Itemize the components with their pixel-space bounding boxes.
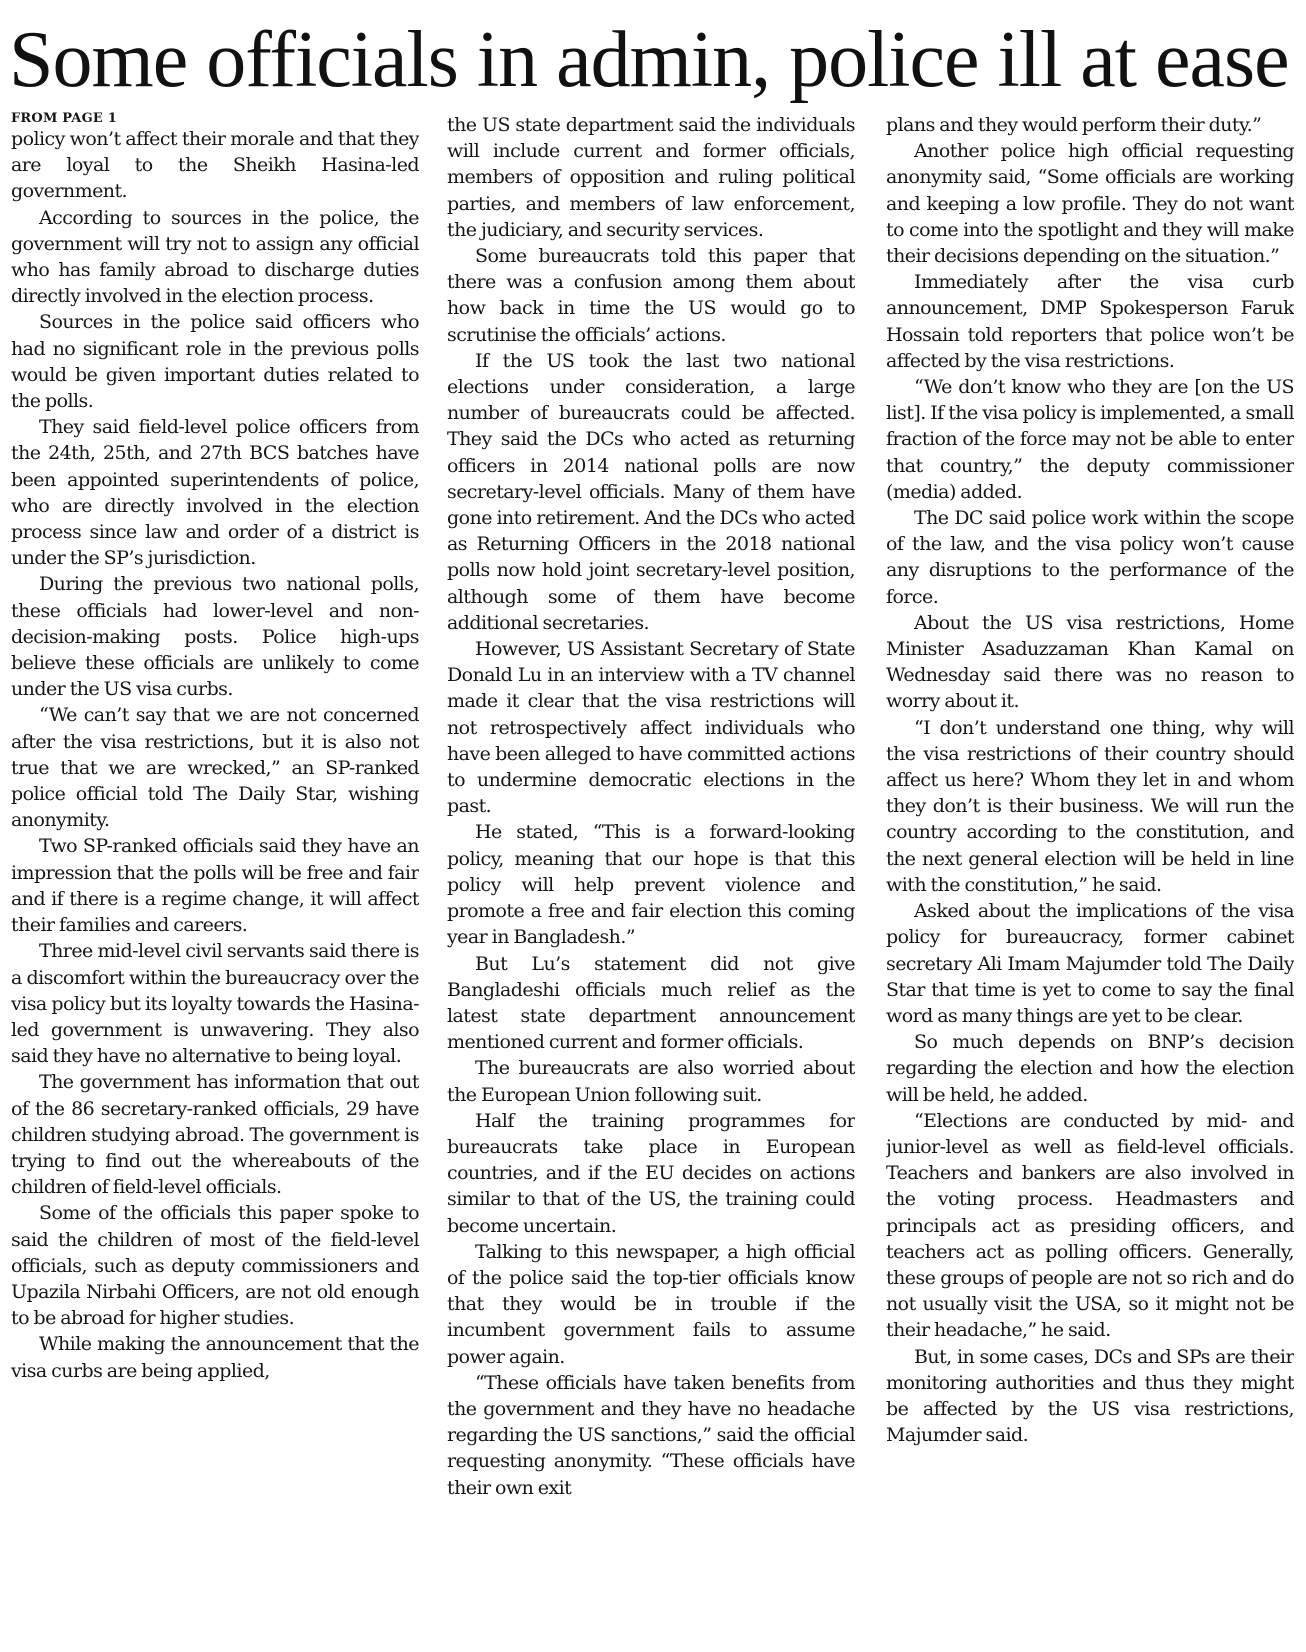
paragraph: “We don’t know who they are [on the US list]. If the visa policy is implemented, a small fraction of the force may not be able to enter that country,” the deputy commissioner (media) added. (886, 376, 1294, 503)
paragraph: Another police high official requesting anonymity said, “Some officials are working and keeping a low profile. They do not want to come into the spotlight and they will make their decisions depending on the situation.” (886, 140, 1294, 268)
article-column-2 (447, 112, 855, 1648)
paragraph: Immediately after the visa curb announcement, DMP Spokesperson Faruk Hossain told reporters that police won’t be affected by the visa restrictions. (886, 271, 1294, 372)
paragraph: “I don’t understand one thing, why will the visa restrictions of their country should affect us here? Whom they let in and whom they don’t is their business. We will run the country according to the constitution, and the next general election will be held in line with the constitution,” he said. (886, 716, 1294, 896)
headline: Some officials in admin, police ill at ease (9, 16, 1289, 104)
paragraph: But Lu’s statement did not give Bangladeshi officials much relief as the latest state department announcement mentioned current and former officials. (447, 952, 855, 1054)
paragraph: plans and they would perform their duty.” (886, 114, 1262, 136)
paragraph: “Elections are conducted by mid- and junior-level as well as field-level officials. Teachers and bankers are also involved in the voting process. Headmasters and principals act as presiding officers, and teachers act as polling officers. Generally, these groups of people are not so rich and do not usually visit the USA, so it might not be their headache,” he said. (886, 1109, 1294, 1342)
paragraph: But, in some cases, DCs and SPs are their monitoring authorities and thus they might be affected by the US visa restrictions, Majumder said. (886, 1345, 1294, 1447)
paragraph: During the previous two national polls, these officials had lower-level and non-decision-making posts. Police high-ups believe these officials are unlikely to come under the US visa curbs. (11, 573, 419, 701)
paragraph: About the US visa restrictions, Home Minister Asaduzzaman Khan Kamal on Wednesday said there was no reason to worry about it. (886, 611, 1294, 713)
paragraph: While making the announcement that the visa curbs are being applied, (11, 1333, 419, 1382)
paragraph: Talking to this newspaper, a high official of the police said the top-tier officials know that they would be in trouble if the incumbent government fails to assume power again. (447, 1240, 855, 1368)
paragraph: Some bureaucrats told this paper that there was a confusion among them about how back in time the US would go to scrutinise the officials’ actions. (447, 245, 855, 346)
paragraph: Sources in the police said officers who had no significant role in the previous polls would be given important duties related to the polls. (11, 311, 419, 413)
paragraph: “These officials have taken benefits from the government and they have no headache regarding the US sanctions,” said the official requesting anonymity. “These officials have their own exit (447, 1371, 855, 1499)
paragraph: The government has information that out of the 86 secretary-ranked officials, 29 have children studying abroad. The government is trying to find out the whereabouts of the children of field-level officials. (11, 1071, 419, 1199)
paragraph: Three mid-level civil servants said there is a discomfort within the bureaucracy over the visa policy but its loyalty towards the Hasina-led government is unwavering. They also said they have no alternative to being loyal. (11, 940, 419, 1068)
paragraph: Some of the officials this paper spoke to said the children of most of the field-level officials, such as deputy commissioners and Upazila Nirbahi Officers, are not old enough to be abroad for higher studies. (11, 1202, 419, 1330)
paragraph: If the US took the last two national elections under consideration, a large number of bureaucrats could be affected. They said the DCs who acted as returning officers in 2014 national polls are now secretary-level officials. Many of them have gone into retirement. And the DCs who acted as Returning Officers in the 2018 national polls now hold joint secretary-level position, although some of them have become additional secretaries. (447, 349, 855, 634)
article-body (11, 112, 1299, 1648)
paragraph: Half the training programmes for bureaucrats take place in European countries, and if the EU decides on actions similar to that of the US, the training could become uncertain. (447, 1109, 855, 1237)
paragraph: According to sources in the police, the government will try not to assign any official who has family abroad to discharge duties directly involved in the election process. (11, 206, 419, 308)
paragraph: “We can’t say that we are not concerned after the visa restrictions, but it is also not true that we are wrecked,” an SP-ranked police official told The Daily Star, wishing anonymity. (11, 704, 419, 832)
paragraph: He stated, “This is a forward-looking policy, meaning that our hope is that this policy will help prevent violence and promote a free and fair election this coming year in Bangladesh.” (447, 821, 855, 949)
paragraph: So much depends on BNP’s decision regarding the election and how the election will be held, he added. (886, 1031, 1294, 1106)
paragraph: policy won’t affect their morale and that they are loyal to the Sheikh Hasina-led government. (11, 128, 419, 203)
paragraph: the US state department said the individuals will include current and former officials, members of opposition and ruling political parties, and members of law enforcement, the judiciary, and security services. (447, 114, 855, 241)
article-column-3 (886, 112, 1294, 1648)
paragraph: Two SP-ranked officials said they have an impression that the polls will be free and fair and if there is a regime change, it will affect their families and careers. (11, 835, 419, 937)
paragraph: They said field-level police officers from the 24th, 25th, and 27th BCS batches have been appointed superintendents of police, who are directly involved in the election process since law and order of a district is under the SP’s jurisdiction. (11, 416, 419, 570)
article-column-1 (11, 112, 419, 1648)
from-page-kicker: FROM PAGE 1 (11, 112, 117, 126)
paragraph: Asked about the implications of the visa policy for bureaucracy, former cabinet secretary Ali Imam Majumder told The Daily Star that time is yet to come to say the final word as many things are yet to be clear. (886, 900, 1294, 1027)
paragraph: The bureaucrats are also worried about the European Union following suit. (447, 1057, 855, 1106)
paragraph: However, US Assistant Secretary of State Donald Lu in an interview with a TV channel made it clear that the visa restrictions will not retrospectively affect individuals who have been alleged to have committed actions to undermine democratic elections in the past. (447, 638, 855, 818)
paragraph: The DC said police work within the scope of the law, and the visa policy won’t cause any disruptions to the performance of the force. (886, 507, 1294, 608)
